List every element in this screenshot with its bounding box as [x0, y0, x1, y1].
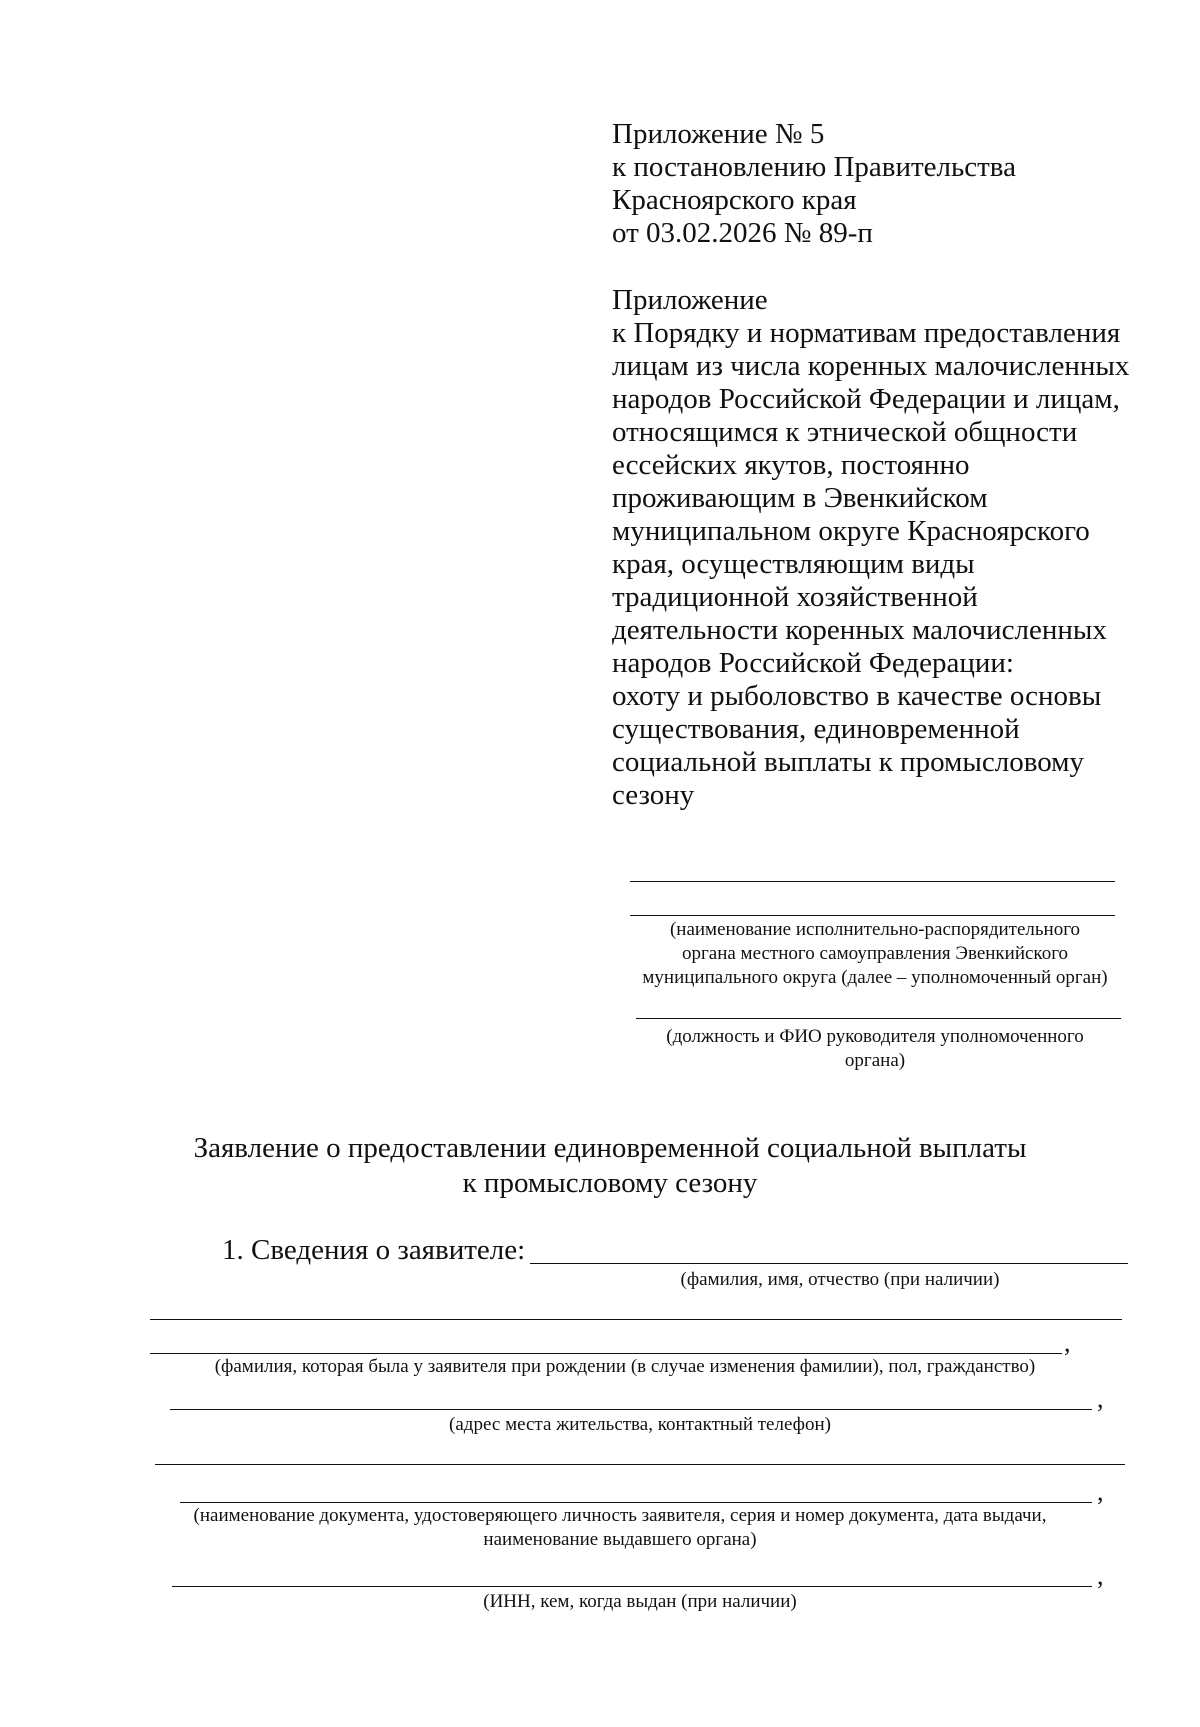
fio-field[interactable]	[530, 1263, 1128, 1264]
sub-appendix-title: Приложение	[612, 284, 768, 316]
document-title	[140, 1131, 1080, 1201]
title-line-1: Заявление о предоставлении единовременной социальной выплаты	[193, 1132, 1027, 1164]
organ-caption-line: муниципального округа (далее – уполномоченный орган)	[642, 967, 1108, 988]
title-line-2: к промысловому сезону	[462, 1167, 758, 1199]
organ-caption-line: органа местного самоуправления Эвенкийского	[681, 943, 1069, 964]
inn-comma: ,	[1097, 1561, 1104, 1590]
sub-appendix-line: к Порядку и нормативам предоставления	[612, 317, 1121, 349]
sub-appendix-line: традиционной хозяйственной	[612, 581, 978, 613]
address-comma: ,	[1097, 1384, 1104, 1413]
sub-appendix-line: существования, единовременной	[612, 713, 1020, 745]
appendix-decree-ref: к постановлению Правительства	[612, 151, 1016, 183]
organ-caption-line: (наименование исполнительно-распорядительного	[669, 919, 1081, 940]
section-1-label: 1. Сведения о заявителе:	[222, 1234, 526, 1266]
id-document-caption-line: наименование выдавшего органа)	[483, 1529, 757, 1550]
sub-appendix-line: относящимся к этнической общности	[612, 416, 1078, 448]
sub-appendix-line: края, осуществляющим виды	[612, 548, 975, 580]
head-name-field[interactable]	[636, 1018, 1121, 1019]
id-document-caption-line: (наименование документа, удостоверяющего личность заявителя, серия и номер документа, дата выдачи,	[193, 1505, 1047, 1526]
address-caption: (адрес места жительства, контактный телефон)	[449, 1414, 831, 1435]
appendix-date-number: от 03.02.2026 № 89-п	[612, 217, 873, 249]
id-document-comma: ,	[1097, 1477, 1104, 1506]
organ-name-field-1[interactable]	[630, 881, 1115, 882]
appendix-header	[612, 118, 1132, 812]
inn-caption: (ИНН, кем, когда выдан (при наличии)	[483, 1591, 797, 1612]
birth-surname-caption: (фамилия, которая была у заявителя при рождении (в случае изменения фамилии), пол, гражданство)	[214, 1356, 1036, 1377]
sub-appendix-line: охоту и рыболовство в качестве основы	[612, 680, 1102, 712]
head-caption	[625, 1025, 1125, 1073]
organ-name-field-2[interactable]	[630, 915, 1115, 916]
fio-caption: (фамилия, имя, отчество (при наличии)	[680, 1269, 1000, 1290]
sub-appendix-line: проживающим в Эвенкийском	[612, 482, 988, 514]
appendix-region: Красноярского края	[612, 184, 857, 216]
sub-appendix-line: лицам из числа коренных малочисленных	[612, 350, 1130, 382]
sub-appendix-line: сезону	[612, 779, 695, 811]
address-field[interactable]	[170, 1409, 1092, 1410]
sub-appendix-line: народов Российской Федерации и лицам,	[612, 383, 1120, 415]
head-caption-line: (должность и ФИО руководителя уполномоченного	[666, 1026, 1084, 1047]
birth-surname-comma: ,	[1064, 1328, 1071, 1357]
applicant-info-field-1[interactable]	[150, 1319, 1122, 1320]
birth-surname-field[interactable]	[150, 1353, 1062, 1354]
organ-caption	[615, 918, 1135, 990]
id-document-field[interactable]	[180, 1502, 1092, 1503]
applicant-info-field-2[interactable]	[155, 1464, 1125, 1465]
sub-appendix-line: муниципальном округе Красноярского	[612, 515, 1090, 547]
sub-appendix-line: народов Российской Федерации:	[612, 647, 1014, 679]
sub-appendix-line: ессейских якутов, постоянно	[612, 449, 970, 481]
sub-appendix-line: социальной выплаты к промысловому	[612, 746, 1085, 778]
inn-field[interactable]	[172, 1586, 1092, 1587]
head-caption-line: органа)	[844, 1050, 906, 1071]
id-document-caption	[150, 1504, 1090, 1552]
appendix-number: Приложение № 5	[612, 118, 825, 150]
sub-appendix-line: деятельности коренных малочисленных	[612, 614, 1107, 646]
